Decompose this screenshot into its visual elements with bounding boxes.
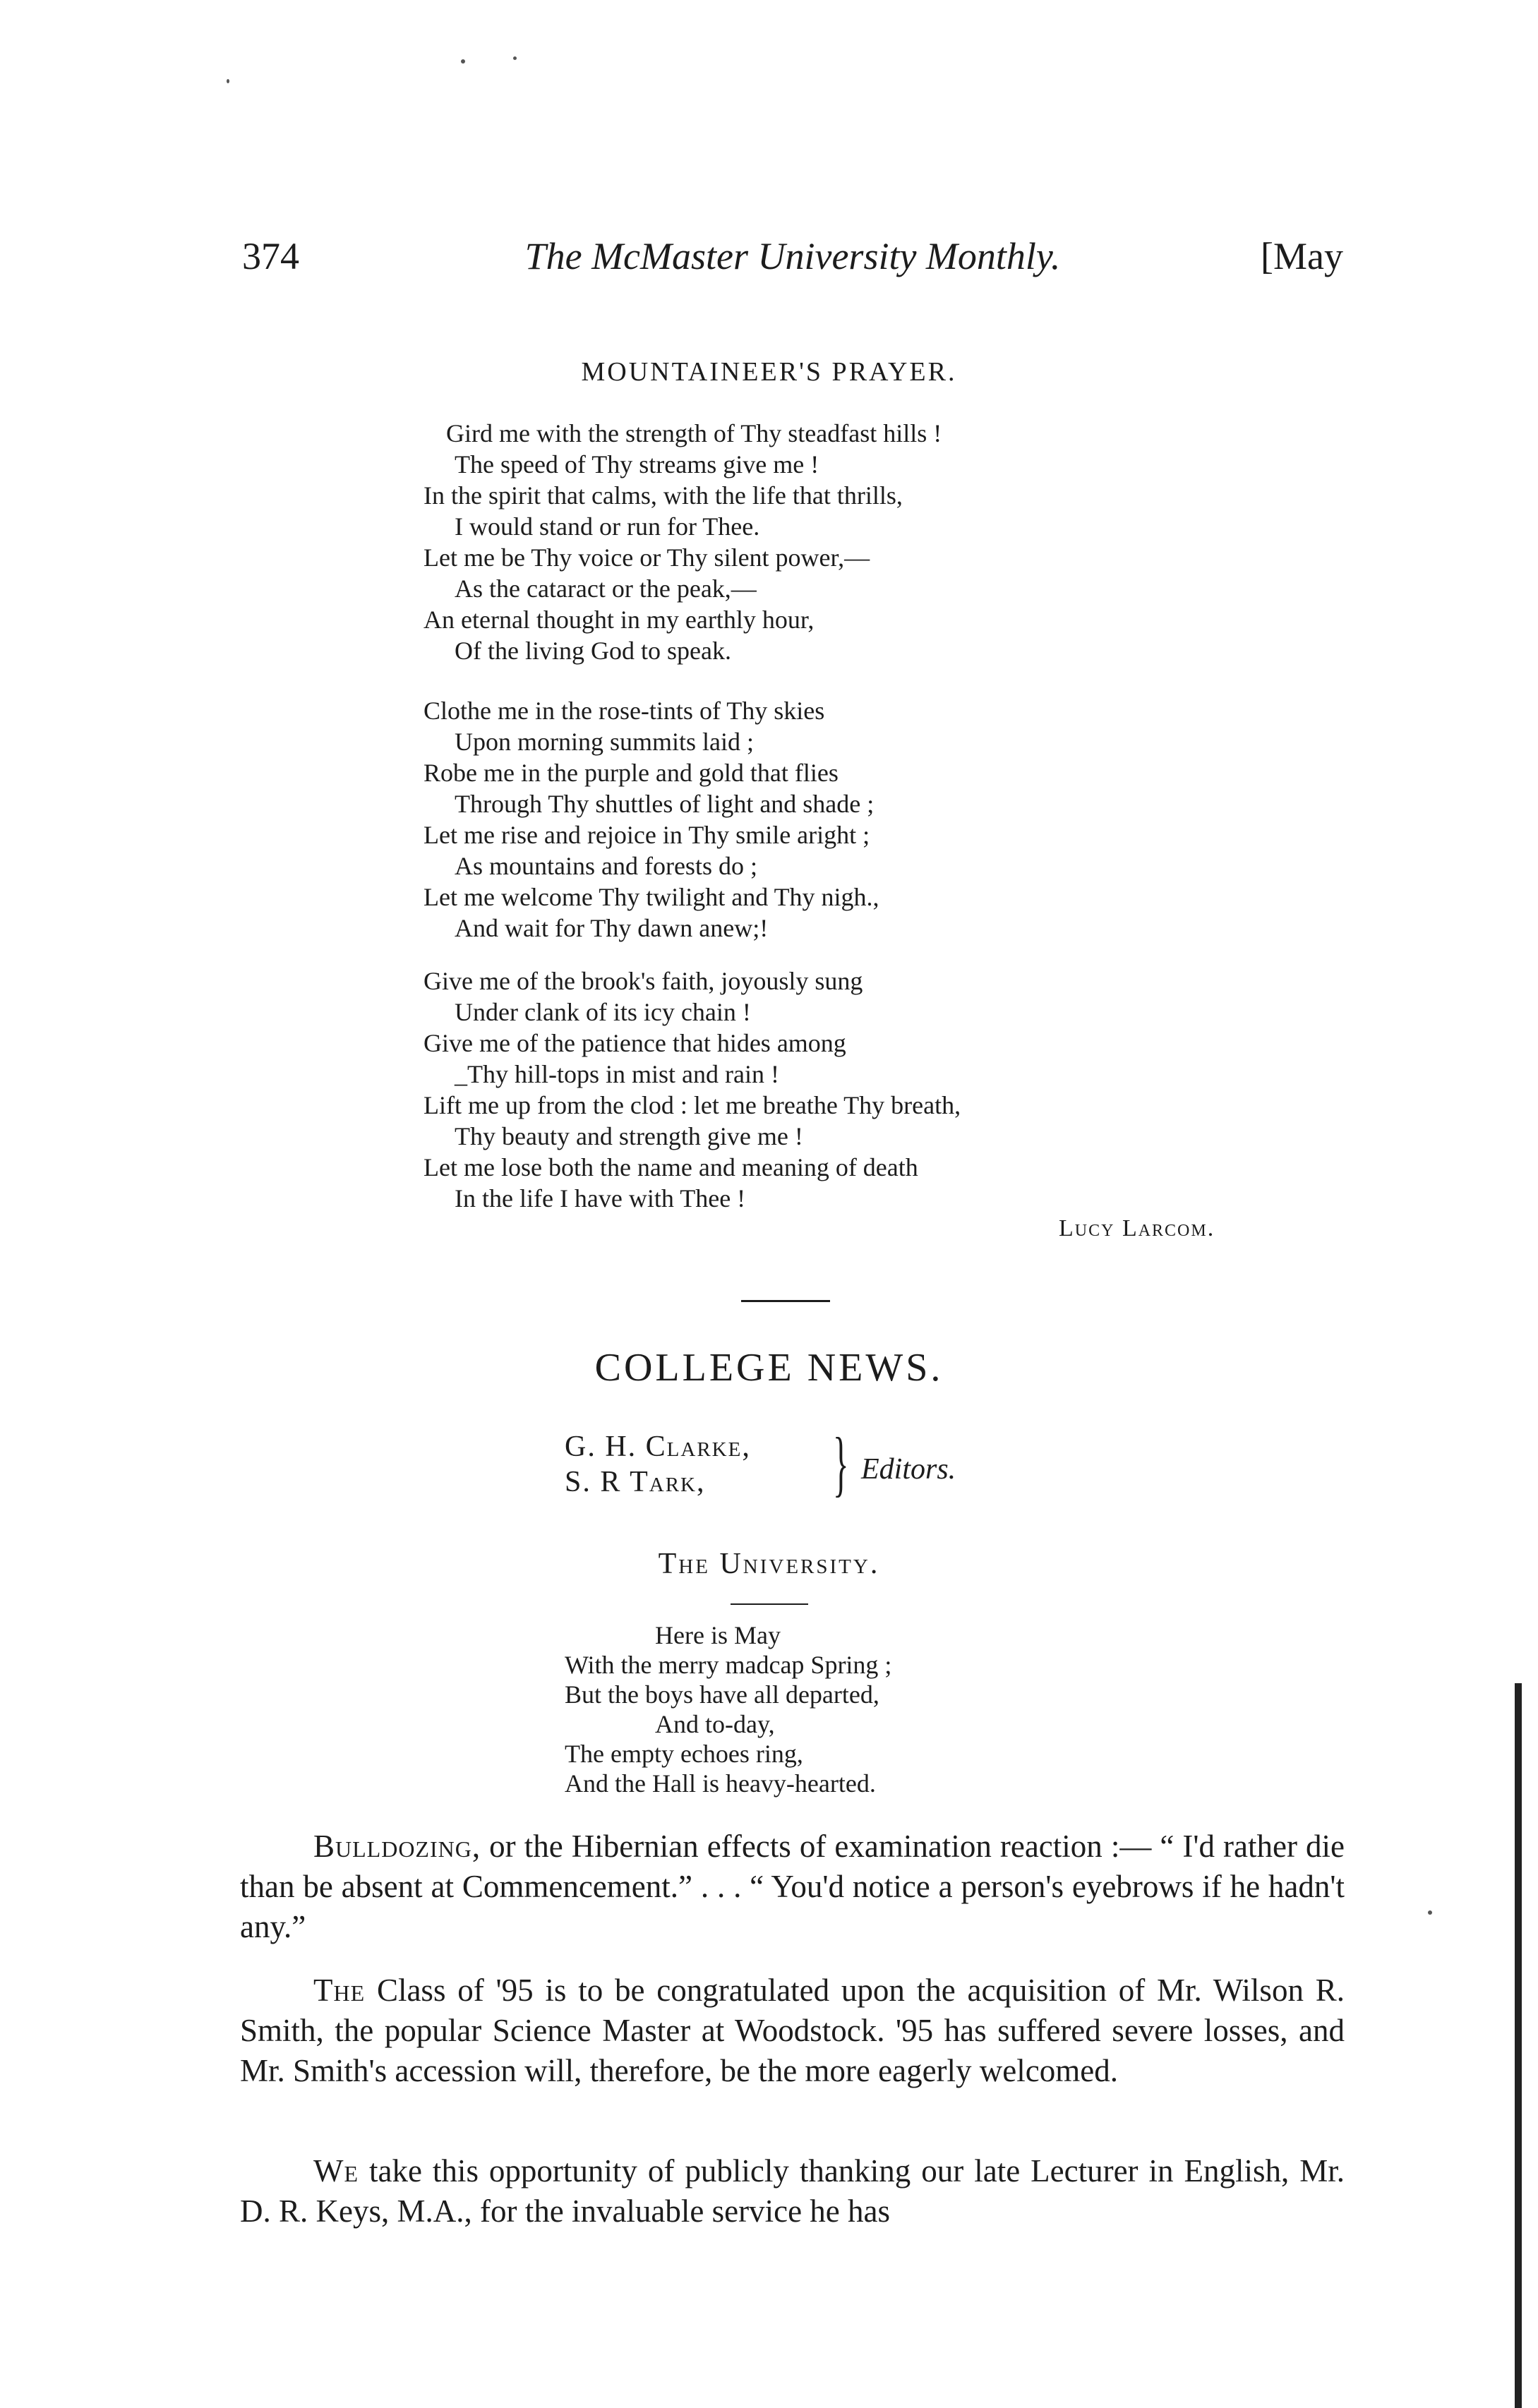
poem-line: Through Thy shuttles of light and shade ; [455,790,875,818]
subsection-divider [731,1603,808,1605]
subsection-title: The University. [658,1548,880,1580]
editor-name: G. H. Clarke, [565,1431,751,1463]
scan-edge-bar [1515,1683,1522,2408]
poem-line: Under clank of its icy chain ! [455,998,751,1026]
poem-stanza-1 [423,418,1376,666]
editor-name: S. R Tark, [565,1466,706,1498]
verse-line: Here is May [655,1621,781,1649]
poem-line: Robe me in the purple and gold that flies [423,759,839,787]
paragraph-text: or the Hibernian effects of examination reaction :— “ I'd rather die than be absent at Commencement.” . . . “ You'd notice a person's eyebrows if he hadn't any.” [240,1829,1345,1944]
poem-line: Give me of the patience that hides among [423,1029,846,1057]
verse-line: The empty echoes ring, [565,1740,803,1768]
news-paragraph [240,2151,1345,2232]
poem-line: Gird me with the strength of Thy steadfast hills ! [446,419,942,447]
scan-speck [1428,1910,1432,1915]
poem-line: As mountains and forests do ; [455,852,757,880]
editors-list [565,1429,751,1500]
section-title: COLLEGE NEWS. [594,1346,944,1390]
poem-line: Let me lose both the name and meaning of death [423,1153,918,1181]
poem-line: _Thy hill-tops in mist and rain ! [455,1060,779,1088]
verse-line: With the merry madcap Spring ; [565,1651,892,1679]
poem-author: Lucy Larcom. [1059,1215,1215,1241]
poem-line: I would stand or run for Thee. [455,512,760,541]
news-verse [565,1620,1200,1798]
poem-line: As the cataract or the peak,— [455,574,757,603]
poem-title: MOUNTAINEER'S PRAYER. [581,357,957,387]
poem-line: Let me rise and rejoice in Thy smile aright ; [423,821,870,849]
poem-line: Give me of the brook's faith, joyously sung [423,967,863,995]
paragraph-lead: Bulldozing, [313,1829,481,1864]
running-header [242,234,1343,284]
poem-line: Let me be Thy voice or Thy silent power,— [423,543,870,572]
poem-line: Thy beauty and strength give me ! [455,1122,803,1150]
verse-line: But the boys have all departed, [565,1680,879,1709]
paragraph-text: take this opportunity of publicly thanking our late Lecturer in English, Mr. D. R. Keys, M.A., for the invaluable service he has [240,2153,1345,2229]
poem-line: In the spirit that calms, with the life that thrills, [423,481,903,510]
verse-line: And the Hall is heavy-hearted. [565,1769,876,1798]
scan-speck [227,79,229,83]
verse-line: And to-day, [655,1710,775,1738]
issue-month: [May [1261,235,1343,277]
poem-line: Let me welcome Thy twilight and Thy nigh., [423,883,879,911]
poem-line: An eternal thought in my earthly hour, [423,606,815,634]
paragraph-lead: We [313,2153,359,2189]
poem-stanza-3 [423,965,1376,1214]
news-paragraph [240,1970,1345,2091]
poem-line: Upon morning summits laid ; [455,728,755,756]
section-divider [741,1300,830,1302]
poem-stanza-2 [423,695,1376,944]
brace-icon: } [833,1423,849,1504]
poem-line: And wait for Thy dawn anew;! [455,914,769,942]
poem-line: Clothe me in the rose-tints of Thy skies [423,697,825,725]
scan-speck [461,59,465,64]
poem-line: Lift me up from the clod : let me breathe Thy breath, [423,1091,961,1119]
paragraph-lead: The [313,1973,366,2008]
journal-title: The McMaster University Monthly. [524,235,1061,277]
poem-line: Of the living God to speak. [455,637,731,665]
paragraph-text: Class of '95 is to be congratulated upon the acquisition of Mr. Wilson R. Smith, the popular Science Master at Woodstock. '95 has suffered severe losses, and Mr. Smith's accession will, therefore, be the more eagerly welcomed. [240,1973,1345,2088]
scan-speck [513,56,517,60]
poem-line: The speed of Thy streams give me ! [455,450,819,478]
page-number: 374 [242,235,299,277]
news-paragraph [240,1826,1345,1947]
editors-label: Editors. [861,1453,956,1486]
poem-line: In the life I have with Thee ! [455,1184,746,1212]
